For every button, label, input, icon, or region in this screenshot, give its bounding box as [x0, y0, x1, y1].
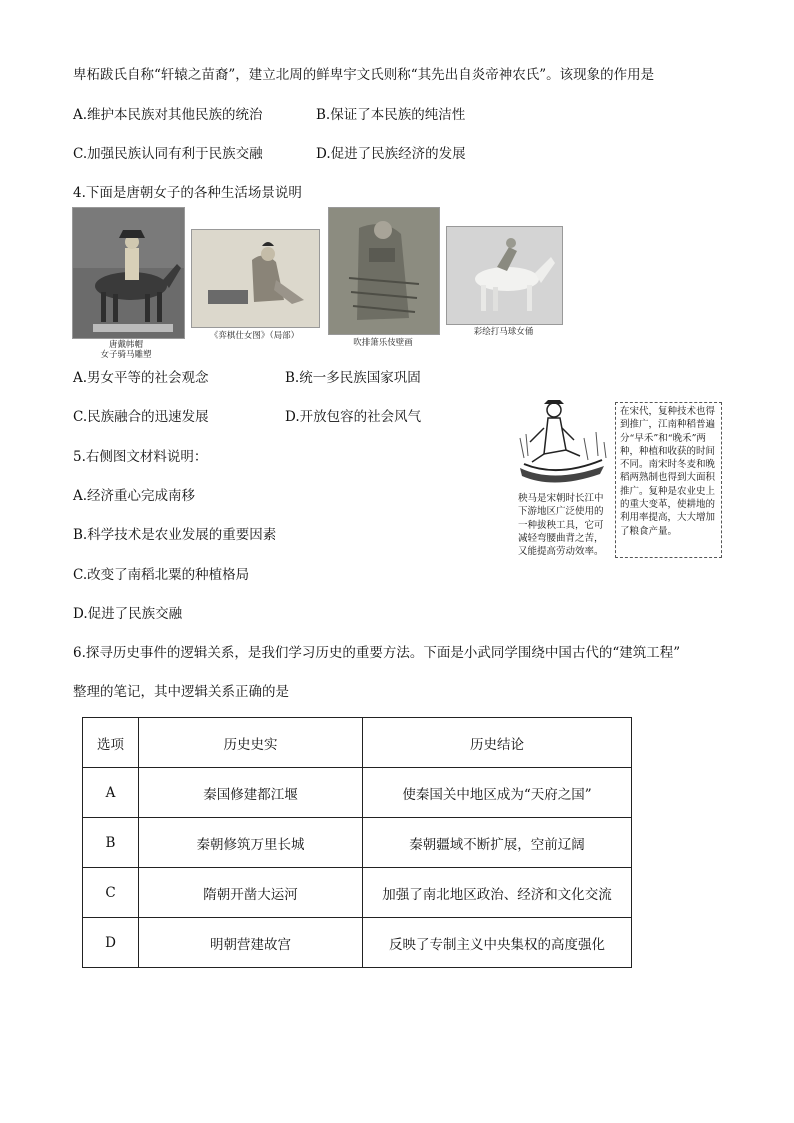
- q6-table: [82, 717, 632, 968]
- q3-option-c: C.加强民族认同有利于民族交融: [73, 146, 263, 162]
- header-fact: 历史史实: [139, 718, 363, 768]
- table-cell: 明朝营建故宫: [139, 918, 363, 968]
- table-cell: 加强了南北地区政治、经济和文化交流: [363, 868, 632, 918]
- q5-stem: 5.右侧图文材料说明：: [73, 449, 208, 465]
- seedling-horse-illustration: [514, 398, 612, 488]
- table-row: [83, 768, 632, 818]
- q5-option-b: B.科学技术是农业发展的重要因素: [73, 527, 277, 543]
- caption-line: 女子骑马雕塑: [100, 350, 152, 360]
- q4-stem: 4.下面是唐朝女子的各种生活场景说明: [73, 185, 302, 201]
- table-cell: D: [83, 918, 139, 968]
- polo-figurine-image: [446, 226, 563, 325]
- table-cell: 秦朝修筑万里长城: [139, 818, 363, 868]
- header-option: 选项: [83, 718, 139, 768]
- table-header-row: [83, 718, 632, 768]
- horse-rider-sculpture-image: [72, 207, 185, 339]
- q5-option-c: C.改变了南稻北粟的种植格局: [73, 567, 250, 583]
- table-cell: 秦国修建都江堰: [139, 768, 363, 818]
- q4-option-a: A.男女平等的社会观念: [73, 370, 209, 386]
- table-row: [83, 868, 632, 918]
- q3-option-d: D.促进了民族经济的发展: [316, 146, 466, 162]
- caption-line: 唐戴帏帽: [108, 340, 143, 350]
- q3-stem: 卑柘跋氏自称“轩辕之苗裔”，建立北周的鲜卑宇文氏则称“其先出自炎帝神农氏”。该现象的作用是: [73, 67, 655, 83]
- q6-stem-line2: 整理的笔记，其中逻辑关系正确的是: [73, 684, 289, 700]
- q4-option-c: C.民族融合的迅速发展: [73, 409, 209, 425]
- q4-option-b: B.统一多民族国家巩固: [285, 370, 421, 386]
- q3-option-b: B.保证了本民族的纯洁性: [316, 107, 466, 123]
- table-cell: 使秦国关中地区成为“天府之国”: [363, 768, 632, 818]
- table-cell: A: [83, 768, 139, 818]
- panpipe-mural-image: [328, 207, 440, 335]
- table-cell: 秦朝疆域不断扩展，空前辽阔: [363, 818, 632, 868]
- seedling-horse-description: 秧马是宋朝时长江中下游地区广泛使用的一种拔秧工具，它可减轻弯腰曲背之苦，又能提高劳动效率。: [514, 490, 614, 552]
- table-cell: C: [83, 868, 139, 918]
- table-cell: 反映了专制主义中央集权的高度强化: [363, 918, 632, 968]
- caption-polo-figurine: 彩绘打马球女俑: [473, 327, 534, 337]
- q4-option-d: D.开放包容的社会风气: [285, 409, 422, 425]
- q6-stem-line1: 6.探寻历史事件的逻辑关系，是我们学习历史的重要方法。下面是小武同学围绕中国古代的“建筑工程”: [73, 645, 681, 661]
- table-row: [83, 818, 632, 868]
- caption-panpipe-mural: 吹排箫乐伎壁画: [353, 338, 413, 348]
- q5-option-a: A.经济重心完成南移: [73, 488, 196, 504]
- caption-horse-rider: [86, 340, 166, 360]
- caption-chess-painting: 《弈棋仕女图》（局部）: [209, 331, 300, 341]
- table-row: [83, 918, 632, 968]
- double-cropping-description: 在宋代，复种技术也得到推广，江南种稻普遍分“早禾”和“晚禾”两种，种植和收获的时间不同。南宋时冬麦和晚稻两熟制也得到大面积推广。复种是农业史上的重大变革，使耕地的利用率提高，大大增加了粮食产量。: [615, 402, 722, 558]
- q5-option-d: D.促进了民族交融: [73, 606, 183, 622]
- q3-option-a: A.维护本民族对其他民族的统治: [73, 107, 263, 123]
- table-cell: 隋朝开凿大运河: [139, 868, 363, 918]
- table-cell: B: [83, 818, 139, 868]
- chess-painting-image: [191, 229, 320, 328]
- header-conclusion: 历史结论: [363, 718, 632, 768]
